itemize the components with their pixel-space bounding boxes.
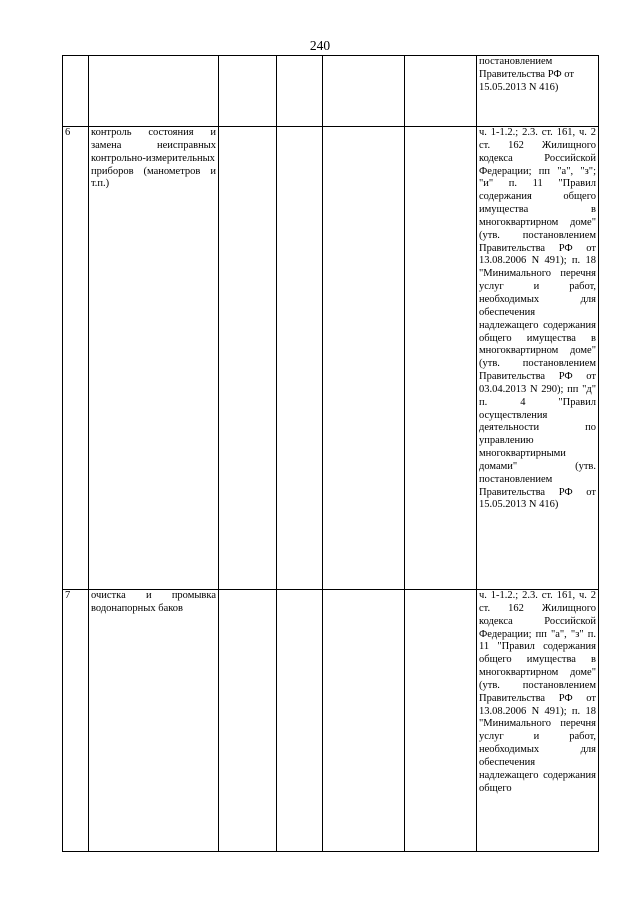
empty-cell: [405, 590, 477, 852]
legal-basis-cell: [477, 127, 599, 590]
empty-cell: [323, 127, 405, 590]
table-row: [63, 127, 599, 590]
legal-basis-text: ч. 1-1.2.; 2.3. ст. 161, ч. 2 ст. 162 Жилищного кодекса Российской Федерации; пп "а", "з" п. 11 "Правил содержания общего имущества в многоквартирном доме" (утв. постановлением Правительства РФ от 13.08.2006 N 491); п. 18 "Минимального перечня услуг и работ, необходимых для обеспечения надлежащего содержания общего: [479, 590, 596, 794]
table-row: [63, 590, 599, 852]
empty-cell: [323, 56, 405, 127]
work-description-cell: [89, 56, 219, 127]
legal-basis-cell: [477, 56, 599, 127]
document-table: [62, 55, 599, 852]
work-description-cell: [89, 127, 219, 590]
empty-cell: [323, 590, 405, 852]
work-description-text: контроль состояния и замена неисправных контрольно-измерительных приборов (манометров и т.п.): [91, 127, 216, 190]
empty-cell: [219, 127, 277, 590]
table-row: [63, 56, 599, 127]
work-description-text: очистка и промывка водонапорных баков: [91, 590, 216, 614]
empty-cell: [277, 590, 323, 852]
empty-cell: [405, 127, 477, 590]
legal-basis-text: постановлением Правительства РФ от 15.05.2013 N 416): [479, 56, 574, 93]
legal-basis-cell: [477, 590, 599, 852]
work-description-cell: [89, 590, 219, 852]
row-number-cell: 7: [63, 590, 89, 852]
empty-cell: [219, 590, 277, 852]
legal-basis-text: ч. 1-1.2.; 2.3. ст. 161, ч. 2 ст. 162 Жилищного кодекса Российской Федерации; пп "а", "з"; "и" п. 11 "Правил содержания общего имущества в многоквартирном доме" (утв. постановлением Правительства РФ от 13.08.2006 N 491); п. 18 "Минимального перечня услуг и работ, необходимых для обеспечения надлежащего содержания общего имущества в многоквартирном доме" (утв. постановлением Правительства РФ от 03.04.2013 N 290); пп "д" п. 4 "Правил осуществления деятельности по управлению многоквартирными домами" (утв. постановлением Правительства РФ от 15.05.2013 N 416): [479, 127, 596, 511]
row-number-cell: [63, 56, 89, 127]
empty-cell: [277, 56, 323, 127]
page-number: 240: [309, 38, 331, 53]
row-number-cell: 6: [63, 127, 89, 590]
empty-cell: [405, 56, 477, 127]
empty-cell: [219, 56, 277, 127]
empty-cell: [277, 127, 323, 590]
